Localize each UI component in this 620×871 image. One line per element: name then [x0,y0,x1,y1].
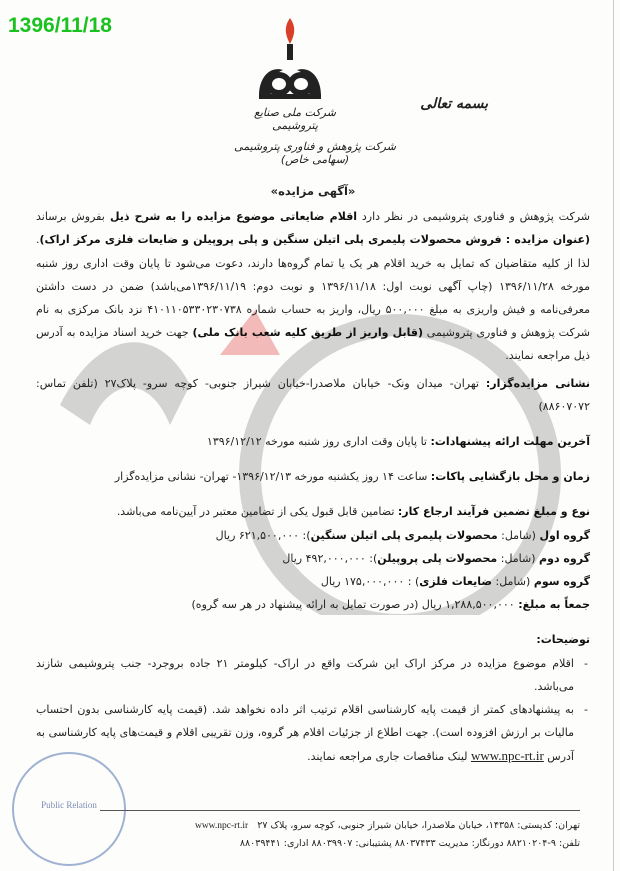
intro-text: بفروش برساند [36,210,105,224]
intro-bold: اقلام ضایعاتی موضوع مزایده را به شرح ذیل [104,210,358,224]
guarantee-label: نوع و مبلغ تضمین فرآیند ارجاع کار: [397,505,590,519]
page-edge [613,0,614,871]
group-open: (شامل: [492,575,534,589]
group-amount: ): ۶۲۱,۵۰۰,۰۰۰ ریال [215,528,311,542]
company-name: شرکت پژوهش و فناوری پتروشیمی (سهامی خاص) [234,140,396,166]
footer [100,810,580,852]
address-label: نشانی مزایده‌گزار: [485,376,590,390]
group-name: گروه دوم [539,551,590,565]
footer-address [100,817,580,835]
notes-list [36,652,590,769]
group-open: (شامل: [497,551,540,565]
deadline-line [36,430,590,453]
announcement-title: «آگهی مزایده» [270,184,356,198]
payment-note: (قابل واریز از طریق کلیه شعب بانک ملی) [192,326,423,340]
auction-subject: (عنوان مزایده : فروش محصولات پلیمری پلی اتیلن سنگین و پلی پروپیلن و ضایعات فلزی مرکز اراک) [39,233,590,247]
group-line [36,570,590,593]
footer-phones: تلفن: ۹-۸۸۲۱۰۲۰۴ دورنگار: مدیریت ۸۸۰۳۷۴۳۳ پشتیبانی: ۸۸۰۳۹۹۰۷ اداری: ۸۸۰۳۹۴۴۱ [239,838,580,849]
basmala: بسمه تعالی [420,96,488,112]
notes-title: توضیحات: [536,633,590,647]
opening-line [36,465,590,488]
total-line [36,593,590,616]
guarantee-value: تضامین قابل قبول یکی از تضامین معتبر در آیین‌نامه می‌باشد. [116,505,398,519]
date-stamp: 1396/11/18 [8,14,112,37]
deadline-value: تا پایان وقت اداری روز شنبه مورخه ۱۳۹۶/۱۲/۱۲ [206,435,431,449]
note-item [36,698,574,769]
address-value: تهران- میدان ونک- خیابان ملاصدرا-خیابان شیراز جنوبی- کوچه سرو- پلاک۲۷ (تلفن تماس: ۸۸۶۰۷۰۷۲) [36,376,590,413]
announcement-body [36,180,590,769]
group-line [36,524,590,547]
note-item: - اقلام موضوع مزایده در مرکز اراک این شرکت واقع در اراک- کیلومتر ۲۱ جاده بروجرد- جنب پتروشیمی شازند می‌باشد. [36,652,574,698]
intro-text: . لذا از کلیه متقاضیان که تمایل به خرید اقلام هر یک یا تمام گروه‌ها دارند، دعوت می‌شود تا پایان وقت اداری روز شنبه مورخه ۱۳۹۶/۱۱/۲۸ (چاپ آگهی نوبت اول: ۱۳۹۶/۱۱/۱۸ و نوبت دوم: ۱۳۹۶/۱۱/۱۹می‌باشد) ضمن در دست داشتن معرفی‌نامه و فیش واریزی به مبلغ ۵۰۰,۰۰۰ ریال، واریز به حساب شماره ۴۱۰۱۱۰۵۳۳۰۲۳۰۷۳۸ نزد بانک مرکزی به نام شرکت پژوهش و فناوری پتروشیمی [36,233,590,340]
intro-paragraph [36,205,590,367]
group-amount: ) : ۱۷۵,۰۰۰,۰۰۰ ریال [320,575,420,589]
opening-value: ساعت ۱۴ روز یکشنبه مورخه ۱۳۹۶/۱۲/۱۳- تهران- نشانی مزایده‌گزار [114,470,431,484]
npc-logo-icon [253,14,327,104]
group-desc: محصولات پلیمری پلی اتیلن سنگین [310,528,498,542]
intro-text: شرکت پژوهش و فناوری پتروشیمی در نظر دارد [357,210,591,224]
website-link[interactable]: www.npc-rt.ir [470,748,544,764]
group-name: گروه سوم [533,575,590,589]
group-line [36,547,590,570]
footer-website[interactable]: www.npc-rt.ir [194,821,249,831]
address-line [36,372,590,418]
group-open: (شامل: [497,528,540,542]
footer-address-text: تهران: کدپستی: ۱۴۳۵۸، خیابان ملاصدرا، خیابان شیراز جنوبی، کوچه سرو، پلاک ۲۷ [257,820,580,831]
deadline-label: آخرین مهلت ارائه پیشنهادات: [430,435,590,449]
group-desc: محصولات پلی پروپیلن [377,551,498,565]
guarantee-line [36,500,590,523]
intro-text: جهت خرید اسناد مزایده به آدرس ذیل مراجعه نمایند. [36,326,590,363]
group-desc: ضایعات فلزی [419,575,493,589]
opening-label: زمان و محل بازگشایی پاکات: [430,470,590,484]
total-value: ۱,۲۸۸,۵۰۰,۰۰۰ ریال (در صورت تمایل به ارائه پیشنهاد در هر سه گروه) [191,598,519,612]
group-name: گروه اول [539,528,590,542]
note-text: لینک مناقصات جاری مراجعه نمایند. [307,750,471,764]
stamp-text: Public Relation [41,800,97,810]
parent-company-name: شرکت ملی صنایع پتروشیمی [254,106,336,132]
group-amount: ): ۴۹۲,۰۰۰,۰۰۰ ریال [282,551,378,565]
total-label: جمعاً به مبلغ: [518,598,590,612]
note-text: به پیشنهادهای کمتر از قیمت پایه کارشناسی اقلام ترتیب اثر داده نخواهد شد. (قیمت پایه کارشناسی بدون احتساب مالیات بر ارزش افزوده است). جهت اطلاع از جزئیات اقلام هر گروه، وزن تقریبی اقلام و قیمت‌های پایه کارشناسی به آدرس [36,703,574,764]
